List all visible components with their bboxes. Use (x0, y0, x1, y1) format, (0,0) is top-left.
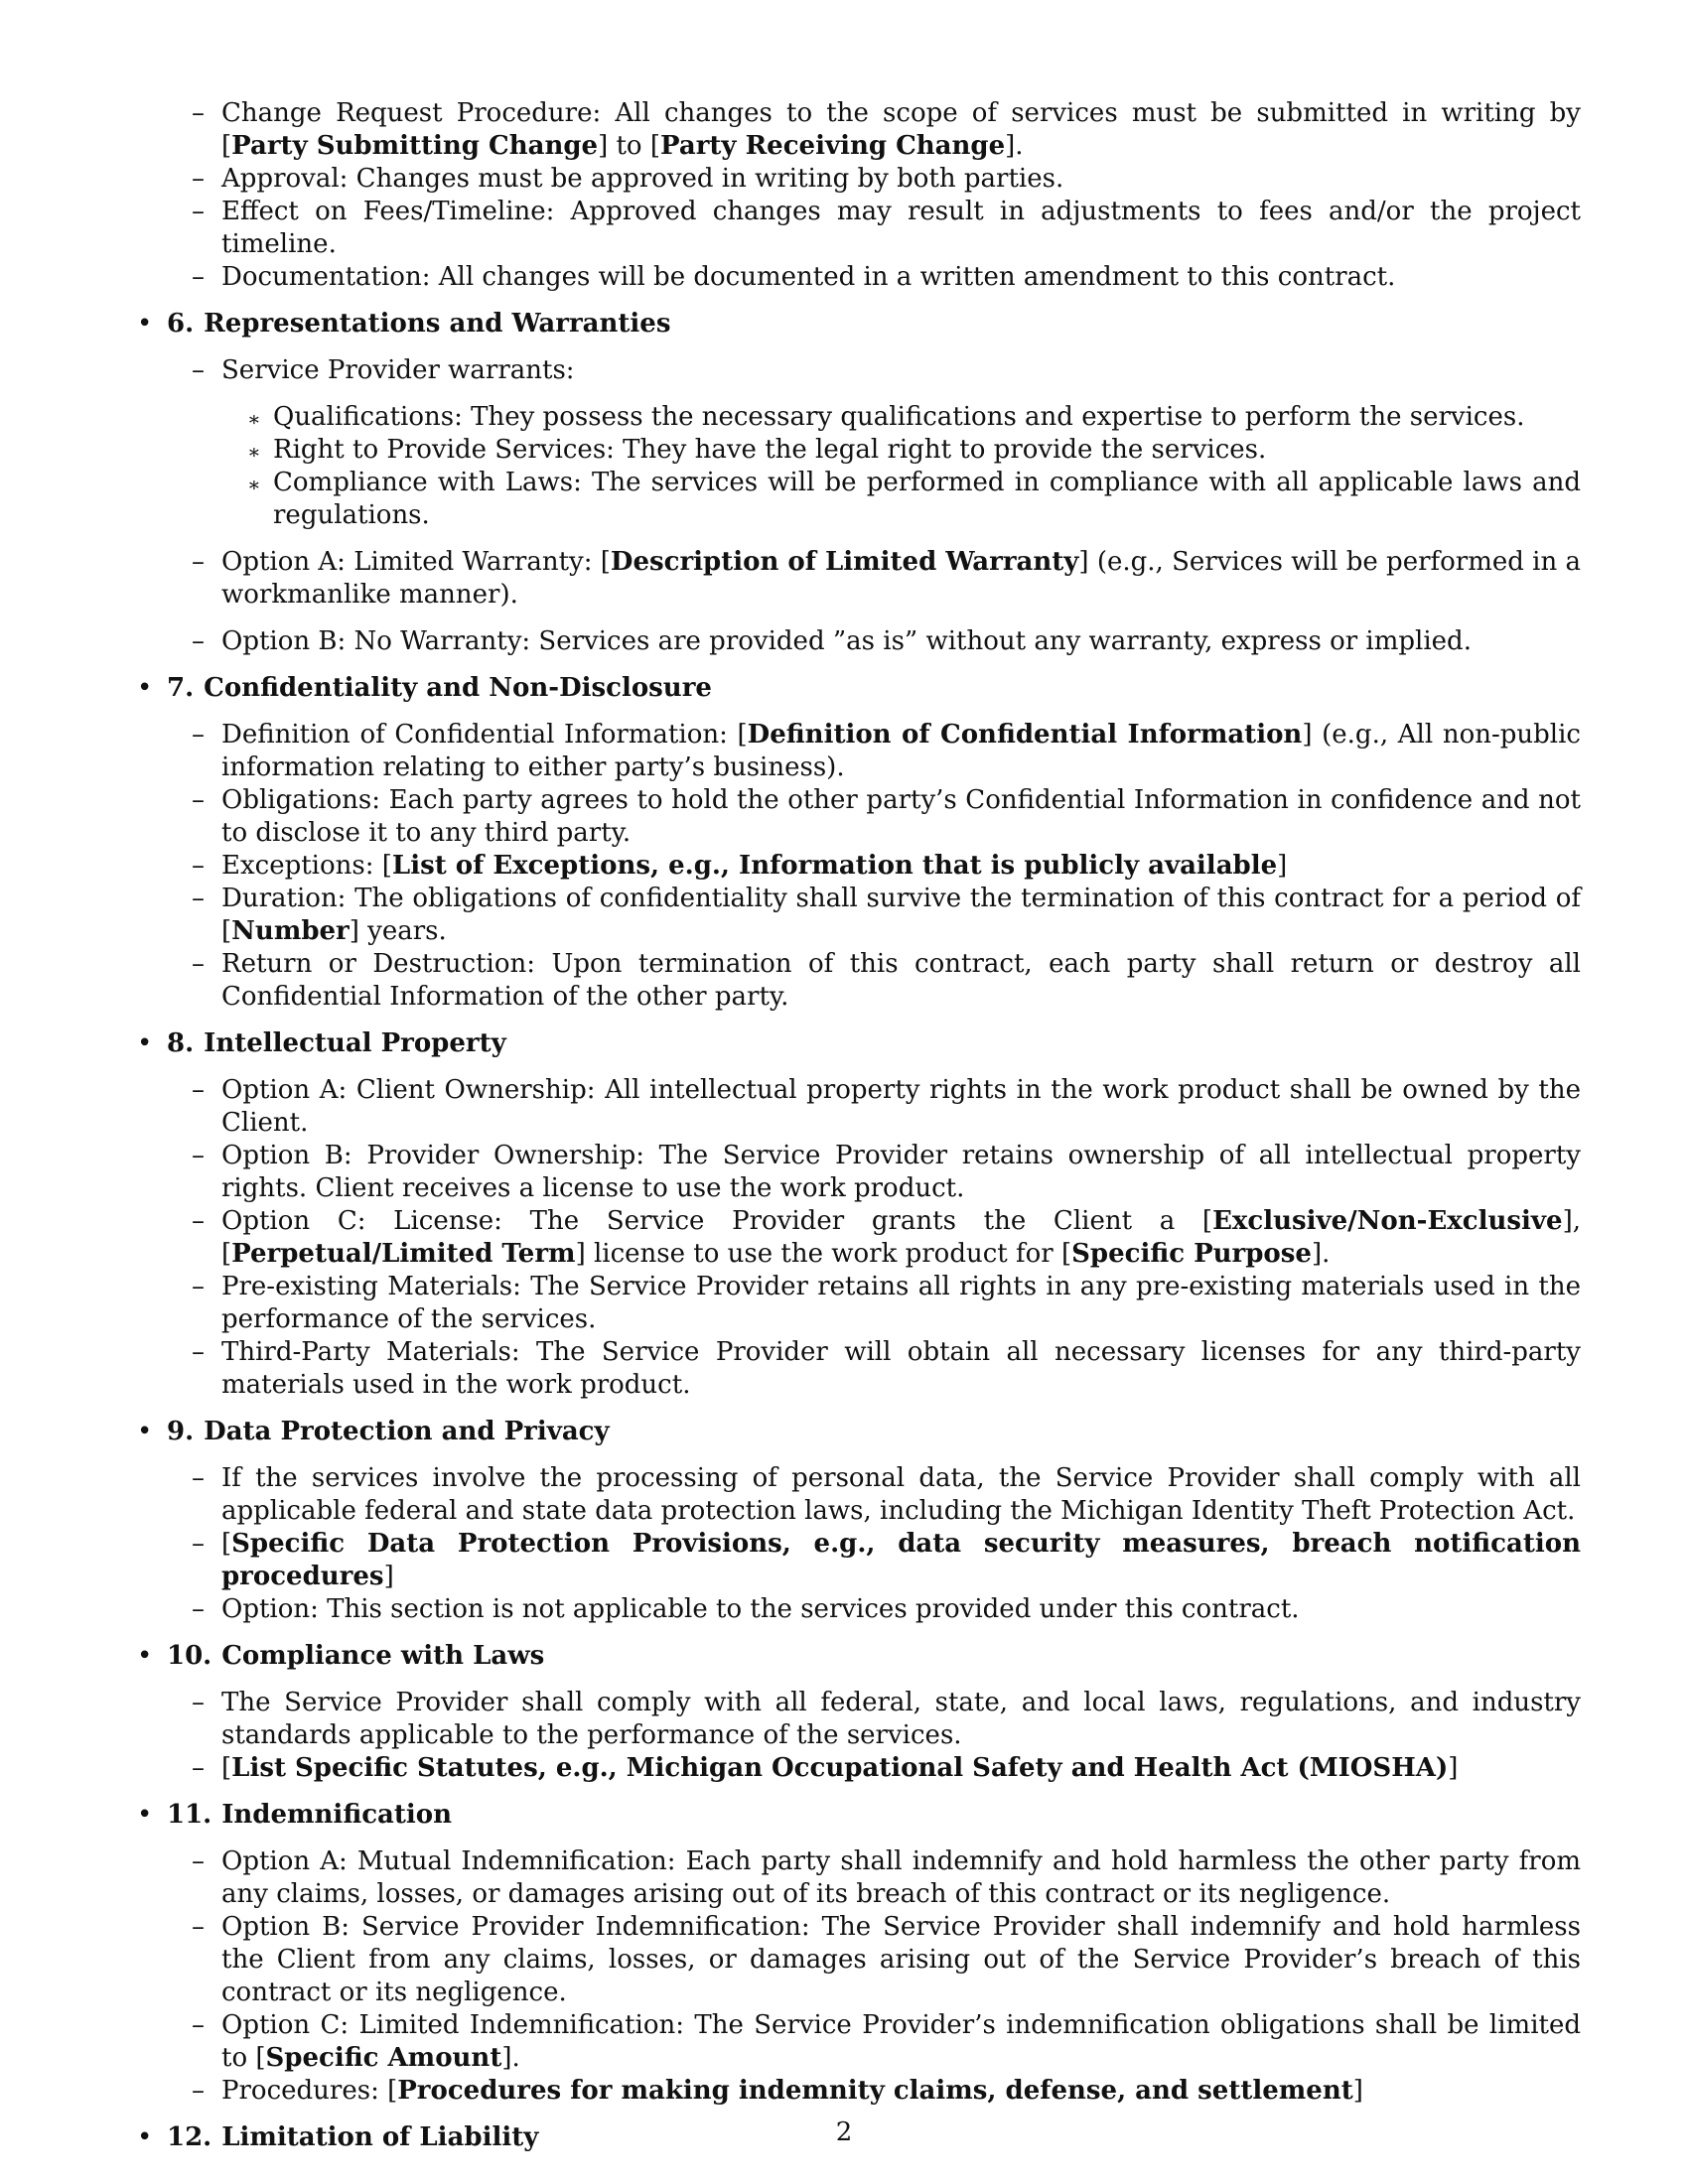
dash-glyph: – (192, 2076, 205, 2106)
section-heading (167, 1027, 1581, 1060)
text-span: Option A: Mutual Indemnification: Each party shall indemnify and hold harmless the other party from any claims, losses, or damages arising out of its breach of this contract or its negligence. (221, 1846, 1581, 1909)
text-span: Documentation: All changes will be documented in a written amendment to this contract. (221, 262, 1396, 292)
text-span: [ (221, 1529, 232, 1559)
section-11-items (137, 1845, 1581, 2108)
list-item (192, 1687, 1581, 1752)
text-span: Option B: Provider Ownership: The Service Provider retains ownership of all intellectual property rights. Client receives a license to use the work product. (221, 1141, 1581, 1203)
list-item (192, 2009, 1581, 2075)
text-span: Specific Data Protection Provisions, e.g., data security measures, breach notification procedures (221, 1529, 1581, 1591)
dash-glyph: – (192, 547, 205, 577)
list-item (192, 625, 1581, 658)
text-span: ] to [ (598, 131, 660, 161)
dash-glyph: – (192, 785, 205, 815)
dash-glyph: – (192, 1753, 205, 1783)
text-span: Confidentiality and Non-Disclosure (204, 673, 712, 703)
text-span: Intellectual Property (204, 1028, 506, 1058)
list-item (192, 546, 1581, 612)
text-span: ] (1352, 2076, 1363, 2106)
text-span: ]. (501, 2043, 520, 2073)
text-span: Definition of Confidential Information: [ (221, 720, 748, 750)
text-span: The Service Provider shall comply with all federal, state, and local laws, regulations, and industry standards applicable to the performance of the services. (221, 1688, 1581, 1750)
text-span: Third-Party Materials: The Service Provider will obtain all necessary licenses for any third-party materials used in the work product. (221, 1337, 1581, 1400)
section-heading (167, 1640, 1581, 1673)
text-span: Data Protection and Privacy (204, 1417, 610, 1446)
text-span: Obligations: Each party agrees to hold the other party’s Confidential Information in confidence and not to disclose it to any third party. (221, 785, 1581, 848)
text-span: Qualifications: They possess the necessary qualifications and expertise to perform the services. (273, 402, 1525, 432)
text-span: Service Provider warrants: (221, 355, 575, 385)
text-span: Option A: Limited Warranty: [ (221, 547, 611, 577)
dash-glyph: – (192, 98, 205, 128)
dash-glyph: – (192, 949, 205, 979)
text-span: Specific Amount (265, 2043, 502, 2073)
list-item (192, 1528, 1581, 1593)
page-number: 2 (835, 2117, 853, 2147)
list-item (192, 1205, 1581, 1271)
dash-glyph: – (192, 720, 205, 750)
dash-glyph: – (192, 1337, 205, 1367)
text-span: Approval: Changes must be approved in writing by both parties. (221, 164, 1064, 194)
list-item (192, 97, 1581, 163)
sublist-item (247, 401, 1581, 434)
text-span: Limitation of Liability (221, 2122, 539, 2152)
contract-body (137, 97, 1581, 2154)
list-item (192, 354, 1581, 532)
text-span: List Specific Statutes, e.g., Michigan Occupational Safety and Health Act (MIOSHA) (231, 1753, 1449, 1783)
text-span: Option C: Limited Indemnification: The Service Provider’s indemnification obligations shall be limited to [ (221, 2010, 1581, 2073)
section-6 (137, 308, 1581, 341)
section-9 (137, 1416, 1581, 1448)
text-span: Number (231, 916, 350, 946)
text-span: ] years. (349, 916, 447, 946)
dash-glyph: – (192, 164, 205, 194)
bullet-glyph: • (137, 1417, 153, 1446)
section-8 (137, 1027, 1581, 1060)
text-span: Change Request Procedure: All changes to the scope of services must be submitted in writing by [ (221, 98, 1581, 161)
text-span: 6. (167, 309, 195, 339)
text-span: Exceptions: [ (221, 851, 392, 881)
text-span: ]. (1311, 1239, 1331, 1269)
section-heading (167, 1416, 1581, 1448)
dash-glyph: – (192, 1688, 205, 1717)
text-span: Party Submitting Change (231, 131, 599, 161)
text-span: Party Receiving Change (660, 131, 1006, 161)
text-span: Option B: No Warranty: Services are provided ”as is” without any warranty, express or implied. (221, 626, 1472, 656)
asterisk-glyph: ∗ (247, 407, 261, 431)
text-span: ]. (1005, 131, 1024, 161)
dash-glyph: – (192, 2010, 205, 2040)
text-span: ] (e.g., Services will be performed in a workmanlike manner). (221, 547, 1582, 610)
text-span: 7. (167, 673, 195, 703)
bullet-glyph: • (137, 309, 153, 339)
text-span: 8. (167, 1028, 195, 1058)
dash-glyph: – (192, 1529, 205, 1559)
list-item (192, 163, 1581, 196)
list-item (192, 883, 1581, 948)
dash-glyph: – (192, 197, 205, 226)
change-request-list (137, 97, 1581, 294)
text-span: Right to Provide Services: They have the legal right to provide the services. (273, 435, 1267, 465)
list-item (192, 784, 1581, 850)
list-item (192, 196, 1581, 261)
text-span: Return or Destruction: Upon termination of this contract, each party shall return or destroy all Confidential Information of the other party. (221, 949, 1581, 1012)
text-span: Indemnification (221, 1800, 453, 1830)
sublist-item (247, 434, 1581, 467)
text-span: 12. (167, 2122, 212, 2152)
text-span: [ (221, 1753, 232, 1783)
text-span: Pre-existing Materials: The Service Provider retains all rights in any pre-existing materials used in the performance of the services. (221, 1272, 1581, 1334)
dash-glyph: – (192, 355, 205, 385)
text-span: Effect on Fees/Timeline: Approved changes may result in adjustments to fees and/or the project timeline. (221, 197, 1581, 259)
list-item (192, 1845, 1581, 1911)
dash-glyph: – (192, 1141, 205, 1170)
text-span: 11. (167, 1800, 212, 1830)
text-span: ] (e.g., All non-public information relating to either party’s business). (221, 720, 1581, 782)
list-item (192, 1462, 1581, 1528)
text-span: Option C: License: The Service Provider grants the Client a [ (221, 1206, 1213, 1236)
dash-glyph: – (192, 851, 205, 881)
dash-glyph: – (192, 1272, 205, 1301)
text-span: Representations and Warranties (204, 309, 671, 339)
text-span: ] (1277, 851, 1288, 881)
section-8-items (137, 1074, 1581, 1402)
list-item (192, 1911, 1581, 2009)
text-span: Specific Purpose (1071, 1239, 1312, 1269)
text-span: List of Exceptions, e.g., Information that is publicly available (391, 851, 1278, 881)
text-span: ] (383, 1562, 394, 1591)
section-6-items (137, 354, 1581, 658)
dash-glyph: – (192, 262, 205, 292)
list-item (192, 850, 1581, 883)
dash-glyph: – (192, 884, 205, 913)
dash-glyph: – (192, 626, 205, 656)
dash-glyph: – (192, 1594, 205, 1624)
list-item (192, 1336, 1581, 1402)
dash-glyph: – (192, 1206, 205, 1236)
dash-glyph: – (192, 1912, 205, 1942)
list-item (192, 1074, 1581, 1140)
asterisk-glyph: ∗ (247, 473, 261, 496)
text-span: Perpetual/Limited Term (231, 1239, 576, 1269)
asterisk-glyph: ∗ (247, 440, 261, 464)
section-10 (137, 1640, 1581, 1673)
dash-glyph: – (192, 1075, 205, 1105)
section-heading (167, 672, 1581, 705)
text-span: Compliance with Laws (221, 1641, 545, 1671)
list-item (192, 1271, 1581, 1336)
text-span: Compliance with Laws: The services will be performed in compliance with all applicable laws and regulations. (273, 468, 1581, 530)
list-item (192, 948, 1581, 1014)
text-span: Duration: The obligations of confidentiality shall survive the termination of this contract for a period of [ (221, 884, 1581, 946)
text-span: ] license to use the work product for [ (575, 1239, 1072, 1269)
bullet-glyph: • (137, 1028, 153, 1058)
bullet-glyph: • (137, 2122, 153, 2152)
text-span: 10. (167, 1641, 212, 1671)
bullet-glyph: • (137, 1641, 153, 1671)
text-span: Option: This section is not applicable to the services provided under this contract. (221, 1594, 1300, 1624)
section-10-items (137, 1687, 1581, 1785)
text-span: Definition of Confidential Information (747, 720, 1303, 750)
text-span: ], [ (221, 1206, 1581, 1269)
list-item (192, 1752, 1581, 1785)
text-span: Procedures: [ (221, 2076, 398, 2106)
dash-glyph: – (192, 1846, 205, 1876)
bullet-glyph: • (137, 673, 153, 703)
warranty-sublist (221, 401, 1581, 532)
text-span: If the services involve the processing of personal data, the Service Provider shall comply with all applicable federal and state data protection laws, including the Michigan Identity Theft Protection Act. (221, 1463, 1581, 1526)
list-item (192, 2075, 1581, 2108)
text-span: Description of Limited Warranty (610, 547, 1079, 577)
section-9-items (137, 1462, 1581, 1626)
text-span: Procedures for making indemnity claims, defense, and settlement (397, 2076, 1353, 2106)
text-span: Option A: Client Ownership: All intellectual property rights in the work product shall be owned by the Client. (221, 1075, 1581, 1138)
list-item (192, 1140, 1581, 1205)
bullet-glyph: • (137, 1800, 153, 1830)
list-item (192, 719, 1581, 784)
section-7 (137, 672, 1581, 705)
section-heading (167, 308, 1581, 341)
sublist-item (247, 467, 1581, 532)
list-item (192, 261, 1581, 294)
text-span: 9. (167, 1417, 195, 1446)
text-span: Exclusive/Non-Exclusive (1212, 1206, 1563, 1236)
list-item (192, 1593, 1581, 1626)
section-11 (137, 1799, 1581, 1832)
text-span: Option B: Service Provider Indemnification: The Service Provider shall indemnify and hold harmless the Client from any claims, losses, or damages arising out of the Service Provider’s breach of this contract or its negligence. (221, 1912, 1581, 2007)
section-heading (167, 1799, 1581, 1832)
dash-glyph: – (192, 1463, 205, 1493)
text-span: ] (1448, 1753, 1459, 1783)
section-7-items (137, 719, 1581, 1014)
